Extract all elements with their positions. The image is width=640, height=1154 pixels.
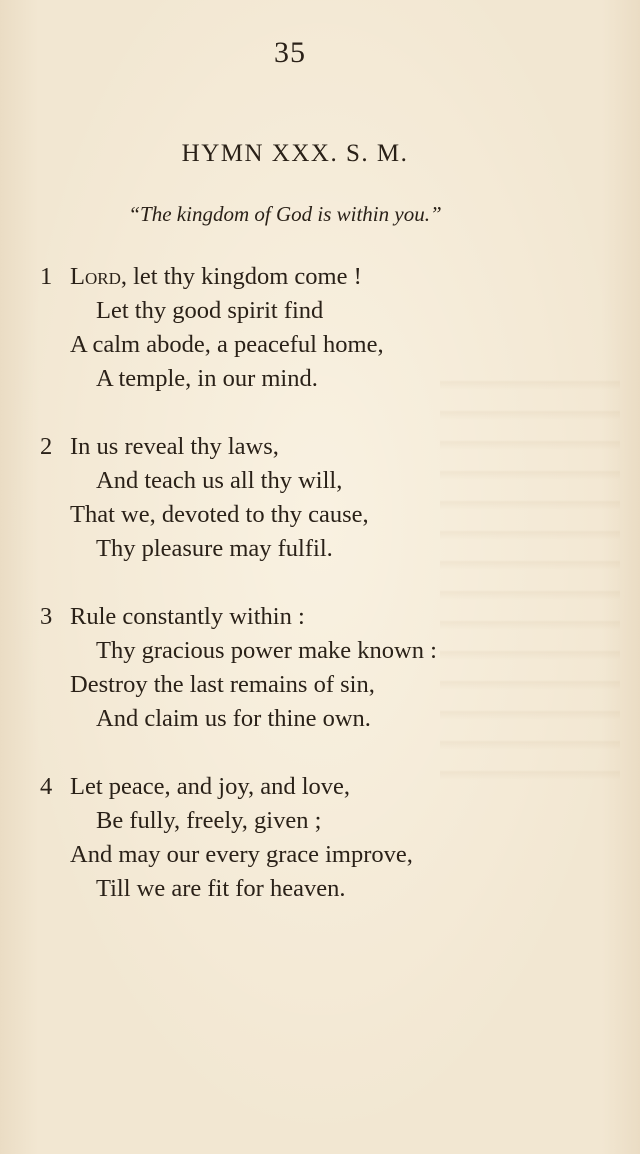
stanza-line: [40, 872, 600, 906]
stanza-line: [40, 498, 600, 532]
stanza-line: [40, 702, 600, 736]
stanza-line-text: A calm abode, a peaceful home,: [70, 331, 384, 358]
hymn-title: HYMN XXX. S. M.: [181, 140, 409, 167]
first-word-smallcaps: Lord: [70, 263, 121, 290]
stanza-number: 1: [40, 263, 53, 290]
stanza-line-text: And teach us all thy will,: [96, 467, 343, 494]
stanza-line: [40, 328, 600, 362]
stanza-line-text: And claim us for thine own.: [96, 705, 371, 732]
stanza-line-text: Let thy good spirit find: [96, 297, 324, 324]
stanza-line: [40, 260, 600, 294]
page-number: 35: [274, 36, 306, 69]
stanza-line-text: That we, devoted to thy cause,: [70, 501, 369, 528]
stanza-line: [40, 362, 600, 396]
stanza-line-text: Thy pleasure may fulfil.: [96, 535, 333, 562]
stanza-line: [40, 464, 600, 498]
stanza-line: [40, 804, 600, 838]
stanza-number: 3: [40, 603, 53, 630]
stanza-3: [40, 600, 600, 736]
hymn-epigraph: “The kingdom of God is within you.”: [128, 202, 442, 226]
stanza-number: 4: [40, 773, 53, 800]
stanza-line: [40, 634, 600, 668]
line-remainder: , let thy kingdom come !: [120, 263, 362, 290]
stanza-line: [40, 838, 600, 872]
stanza-line-text: Be fully, freely, given ;: [96, 807, 322, 834]
stanza-line-text: Destroy the last remains of sin,: [70, 671, 375, 698]
stanza-line-text: In us reveal thy laws,: [70, 433, 279, 460]
stanza-line-text: Let peace, and joy, and love,: [70, 773, 351, 800]
stanza-number: 2: [40, 433, 53, 460]
stanza-2: [40, 430, 600, 566]
stanza-line-text: And may our every grace improve,: [70, 841, 413, 868]
stanza-line-text: A temple, in our mind.: [96, 365, 318, 392]
stanza-line-text: Till we are fit for heaven.: [96, 875, 346, 902]
stanza-line: [40, 600, 600, 634]
stanza-line: [40, 532, 600, 566]
stanza-4: [40, 770, 600, 906]
stanza-line: [40, 668, 600, 702]
stanza-line-text: Thy gracious power make known :: [96, 637, 437, 664]
stanza-1: [40, 260, 600, 396]
stanza-line: [40, 430, 600, 464]
stanza-line: [40, 294, 600, 328]
stanza-line: [40, 770, 600, 804]
stanza-line-text: Rule constantly within :: [70, 603, 305, 630]
stanza-line-text: [70, 260, 362, 294]
